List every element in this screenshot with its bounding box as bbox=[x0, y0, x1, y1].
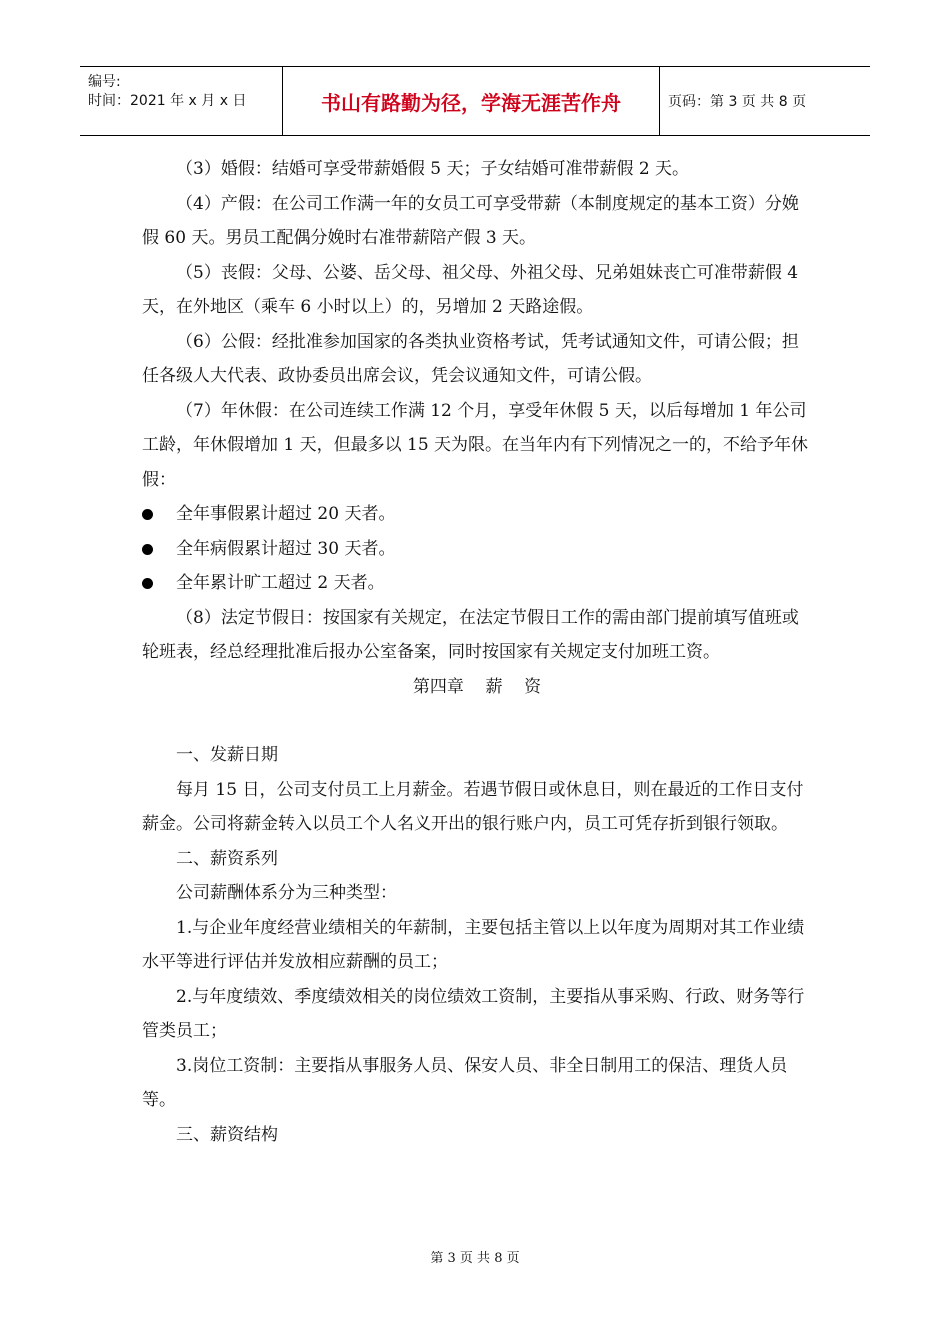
paragraph-pay-date: 每月 15 日，公司支付员工上月薪金。若遇节假日或休息日，则在最近的工作日支付薪金。公司将薪金转入以员工个人名义开出的银行账户内，员工可凭存折到银行领取。 bbox=[142, 779, 804, 834]
document-body bbox=[142, 152, 812, 1152]
header-page-info: 页码：第 3 页 共 8 页 bbox=[668, 94, 807, 110]
list-item bbox=[140, 497, 810, 532]
salary-type-2: 2.与年度绩效、季度绩效相关的岗位绩效工资制，主要指从事采购、行政、财务等行管类员工； bbox=[142, 986, 805, 1041]
paragraph-marriage-leave: （3）婚假：结婚可享受带薪婚假 5 天；子女结婚可准带薪假 2 天。 bbox=[176, 159, 690, 179]
bullet-dot-icon bbox=[142, 578, 153, 589]
page-footer: 第 3 页 共 8 页 bbox=[430, 1251, 520, 1266]
section-title-salary-structure: 三、薪资结构 bbox=[176, 1124, 278, 1145]
section-title-pay-date: 一、发薪日期 bbox=[176, 745, 278, 765]
list-item-text: 全年累计旷工超过 2 天者。 bbox=[176, 573, 385, 593]
paragraph-maternity-leave: （4）产假：在公司工作满一年的女员工可享受带薪（本制度规定的基本工资）分娩假 60 天。男员工配偶分娩时右准带薪陪产假 3 天。 bbox=[142, 193, 799, 248]
bullet-dot-icon bbox=[142, 544, 153, 555]
paragraph-bereavement-leave: （5）丧假：父母、公婆、岳父母、祖父母、外祖父母、兄弟姐妹丧亡可准带薪假 4 天，在外地区（乘车 6 小时以上）的，另增加 2 天路途假。 bbox=[142, 262, 804, 317]
header-meta bbox=[80, 67, 283, 135]
document-number-label: 编号: bbox=[88, 74, 121, 90]
list-item bbox=[140, 532, 810, 567]
paragraph-salary-intro: 公司薪酬体系分为三种类型： bbox=[176, 883, 397, 903]
page-header bbox=[80, 66, 870, 136]
list-item bbox=[140, 566, 810, 601]
spacer bbox=[142, 704, 812, 738]
salary-type-3: 3.岗位工资制：主要指从事服务人员、保安人员、非全日制用工的保洁、理货人员等。 bbox=[142, 1055, 788, 1110]
chapter-title: 第四章 薪 资 bbox=[412, 676, 542, 697]
salary-type-1: 1.与企业年度经营业绩相关的年薪制，主要包括主管以上以年度为周期对其工作业绩水平等进行评估并发放相应薪酬的员工； bbox=[142, 917, 805, 972]
bullet-dot-icon bbox=[142, 509, 153, 520]
paragraph-public-leave: （6）公假：经批准参加国家的各类执业资格考试，凭考试通知文件，可请公假；担任各级人大代表、政协委员出席会议，凭会议通知文件，可请公假。 bbox=[142, 331, 799, 386]
list-item-text: 全年事假累计超过 20 天者。 bbox=[176, 504, 396, 524]
section-title-salary-series: 二、薪资系列 bbox=[176, 848, 278, 869]
list-item-text: 全年病假累计超过 30 天者。 bbox=[176, 538, 396, 559]
header-motto: 书山有路勤为径，学海无涯苦作舟 bbox=[283, 67, 660, 135]
document-date: 时间：2021 年 x 月 x 日 bbox=[88, 93, 247, 109]
paragraph-statutory-holidays: （8）法定节假日：按国家有关规定，在法定节假日工作的需由部门提前填写值班或轮班表，经总经理批准后报办公室备案，同时按国家有关规定支付加班工资。 bbox=[142, 607, 799, 662]
paragraph-annual-leave: （7）年休假：在公司连续工作满 12 个月，享受年休假 5 天，以后每增加 1 年公司工龄，年休假增加 1 天，但最多以 15 天为限。在当年内有下列情况之一的，不给予年休假： bbox=[142, 400, 809, 490]
